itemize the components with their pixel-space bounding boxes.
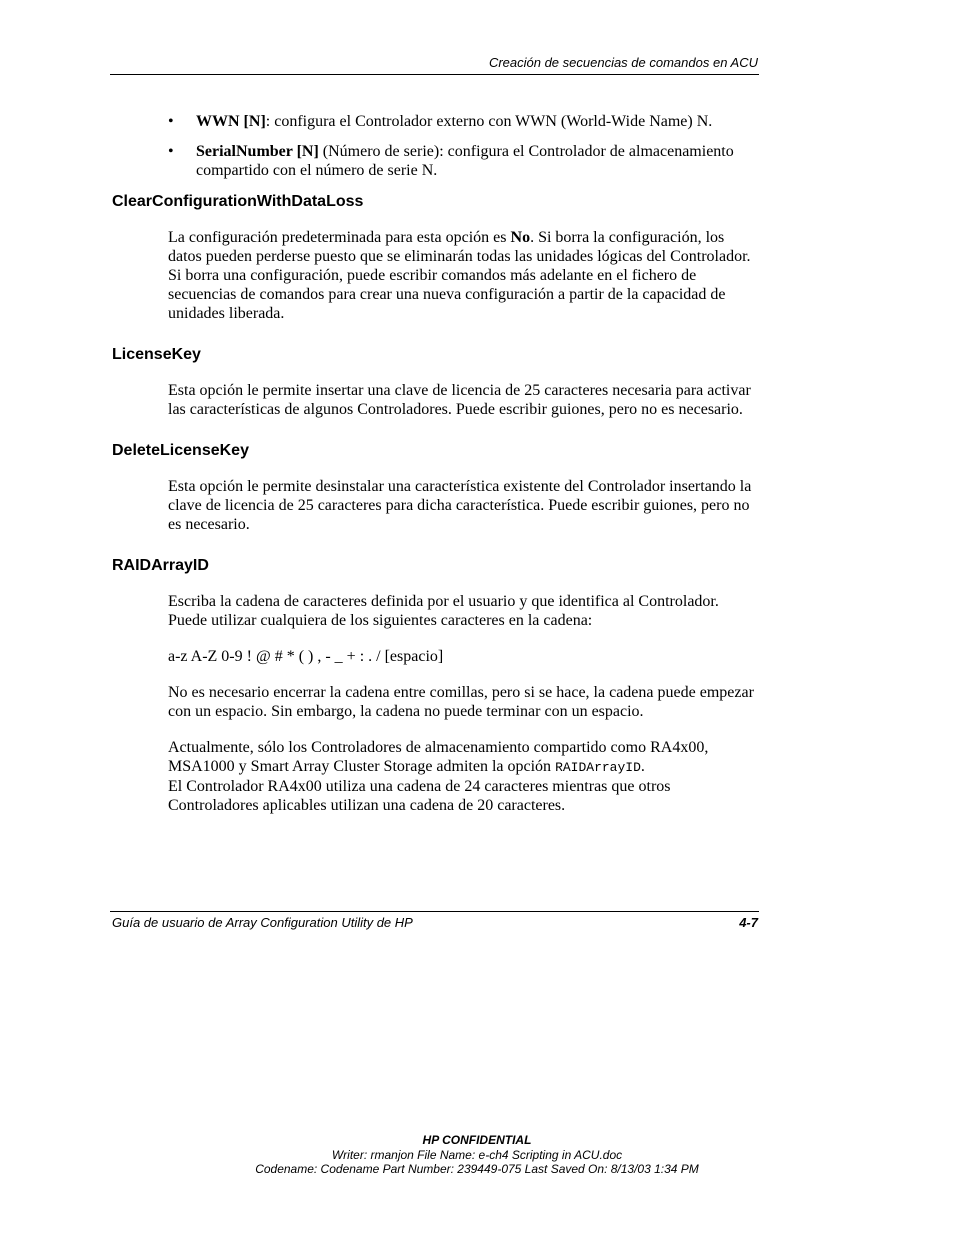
list-item — [168, 142, 760, 180]
section-paragraph — [168, 228, 760, 323]
section-paragraph: No es necesario encerrar la cadena entre comillas, pero si se hace, la cadena puede empezar con un espacio. Sin embargo, la cadena no puede terminar con un espacio. — [168, 684, 754, 720]
paragraph-text: Actualmente, sólo los Controladores de almacenamiento compartido como RA4x00, MSA1000 y Smart Array Cluster Storage admiten la opción — [168, 739, 709, 775]
option-term: SerialNumber [N] — [196, 143, 319, 160]
footer-title: Guía de usuario de Array Configuration Utility de HP — [112, 915, 413, 930]
section-heading: DeleteLicenseKey — [112, 442, 249, 459]
option-list — [110, 112, 760, 180]
paragraph-text: La configuración predeterminada para esta opción es — [168, 229, 511, 246]
section-raid-array-id — [110, 556, 760, 815]
emphasis-text: No — [510, 229, 531, 246]
option-term: WWN [N] — [196, 113, 266, 130]
confidential-block — [0, 1133, 954, 1177]
option-description: : configura el Controlador externo con WWN (World-Wide Name) N. — [265, 113, 713, 130]
section-clear-configuration — [110, 192, 760, 323]
option-description: (Número de serie): configura el Controlador de almacenamiento compartido con el número de serie N. — [196, 143, 734, 179]
writer-line: Writer: rmanjon File Name: e-ch4 Scripting in ACU.doc — [331, 1147, 623, 1162]
bullet-icon: • — [168, 113, 174, 130]
section-heading: LicenseKey — [112, 346, 201, 363]
code-text: RAIDArrayID — [555, 760, 641, 775]
allowed-characters: a-z A-Z 0-9 ! @ # * ( ) , - _ + : . / [espacio] — [168, 648, 444, 665]
header-rule — [110, 74, 759, 75]
paragraph-text: . — [640, 758, 645, 775]
confidential-label: HP CONFIDENTIAL — [422, 1133, 532, 1147]
footer-rule — [110, 911, 759, 912]
running-header: Creación de secuencias de comandos en ACU — [488, 55, 758, 70]
running-footer — [112, 915, 758, 930]
list-item — [168, 112, 760, 131]
section-paragraph: Esta opción le permite desinstalar una característica existente del Controlador insertando la clave de licencia de 25 caracteres para dicha característica. Puede escribir guiones, pero no es necesario. — [168, 478, 752, 533]
page-number: 4-7 — [739, 915, 758, 930]
codename-line: Codename: Codename Part Number: 239449-075 Last Saved On: 8/13/03 1:34 PM — [255, 1162, 699, 1176]
paragraph-text: El Controlador RA4x00 utiliza una cadena de 24 caracteres mientras que otros Controladores aplicables utilizan una cadena de 20 caracteres. — [168, 778, 671, 814]
section-paragraph — [168, 738, 760, 815]
bullet-icon: • — [168, 143, 174, 160]
section-paragraph: Escriba la cadena de caracteres definida por el usuario y que identifica al Controlador. Puede utilizar cualquiera de los siguientes caracteres en la cadena: — [168, 593, 719, 629]
section-heading: ClearConfigurationWithDataLoss — [112, 193, 364, 210]
section-license-key — [110, 345, 760, 419]
page-body — [110, 112, 760, 832]
section-delete-license-key — [110, 441, 760, 534]
paragraph-text: . Si borra la configuración, los datos pueden perderse puesto que se eliminarán todas las unidades lógicas del Controlador. Si borra una configuración, puede escribir comandos más adelante en el fichero de secuencias de comandos para crear una nueva configuración a partir de la capacidad de unidades liberada. — [168, 229, 751, 322]
section-paragraph: Esta opción le permite insertar una clave de licencia de 25 caracteres necesaria para activar las características de algunos Controladores. Puede escribir guiones, pero no es necesario. — [168, 382, 751, 418]
section-heading: RAIDArrayID — [112, 557, 209, 574]
